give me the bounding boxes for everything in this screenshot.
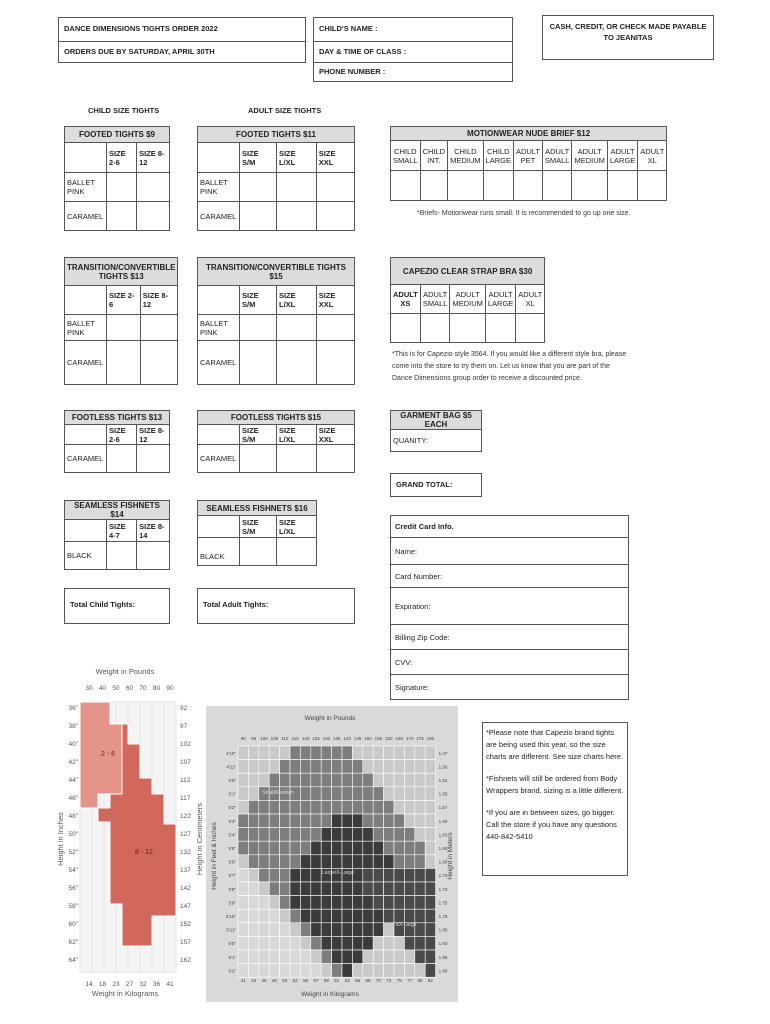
- qty-cell[interactable]: [516, 314, 545, 343]
- note-capezio: *Please note that Capezio brand tights are being used this year, so the size charts are different. See size charts here.: [486, 728, 624, 761]
- table-title: SEAMLESS FISHNETS $16: [198, 501, 317, 516]
- lbs-tick: 90: [166, 685, 174, 692]
- size-col: SIZE 8-12: [137, 143, 170, 173]
- qty-cell[interactable]: [107, 202, 137, 231]
- qty-cell[interactable]: [420, 314, 450, 343]
- height-tick: 5'3": [228, 818, 236, 824]
- color-label: BALLET PINK: [198, 173, 240, 202]
- meter-tick: 1.78: [438, 914, 448, 919]
- table-title: MOTIONWEAR NUDE BRIEF $12: [391, 127, 667, 141]
- lbs-tick: 95: [251, 736, 257, 741]
- size-col: ADULT SMALL: [542, 141, 572, 171]
- inch-tick: 48": [68, 813, 78, 820]
- fishnet-child-table: [64, 500, 170, 570]
- height-tick: 5'7": [228, 873, 236, 879]
- inch-tick: 50": [68, 831, 78, 838]
- height-tick: 4'11": [226, 764, 236, 770]
- qty-cell[interactable]: [316, 173, 354, 202]
- qty-cell[interactable]: [140, 315, 178, 341]
- lbs-tick: 140: [343, 736, 351, 741]
- cm-tick: 112: [180, 777, 191, 784]
- lbs-tick: 180: [426, 736, 435, 741]
- kg-tick: 55: [303, 978, 309, 983]
- color-label: CARAMEL: [198, 341, 240, 385]
- meter-tick: 1.60: [438, 818, 448, 824]
- qty-cell[interactable]: [420, 171, 448, 201]
- child-size-heading: CHILD SIZE TIGHTS: [88, 106, 160, 115]
- lbs-tick: 110: [281, 736, 289, 741]
- cm-tick: 92: [180, 705, 188, 712]
- height-tick: 6'0": [228, 941, 236, 947]
- size-col: SIZE S/M: [240, 286, 277, 315]
- cc-name-field[interactable]: Name:: [390, 537, 629, 565]
- adult-size-heading: ADULT SIZE TIGHTS: [248, 106, 322, 115]
- footed-child-table: [64, 126, 170, 231]
- cc-cvv-field[interactable]: CVV:: [390, 649, 629, 675]
- chart1-left-label: Height in Inches: [56, 812, 65, 866]
- meter-tick: 1.73: [438, 886, 448, 892]
- table-title: GARMENT BAG $5 EACH: [391, 411, 482, 430]
- qty-cell[interactable]: [240, 202, 277, 231]
- height-tick: 5'2": [228, 805, 236, 811]
- qty-cell[interactable]: [316, 341, 354, 385]
- lbs-tick: 130: [322, 736, 331, 741]
- kg-tick: 57: [313, 978, 319, 983]
- lbs-tick: 80: [152, 685, 161, 692]
- kg-tick: 63: [344, 978, 350, 983]
- lbs-tick: 165: [395, 736, 403, 741]
- credit-card-heading: Credit Card Info.: [390, 515, 629, 538]
- height-tick: 5'9": [228, 900, 236, 906]
- lbs-tick: 145: [353, 736, 362, 741]
- color-label: BLACK: [65, 542, 107, 570]
- zone-label-2-6: 2 - 6: [100, 751, 116, 758]
- lbs-tick: 160: [385, 736, 393, 741]
- height-tick: 5'4": [228, 832, 236, 838]
- total-child-field[interactable]: Total Child Tights:: [64, 588, 170, 624]
- table-title: CAPEZIO CLEAR STRAP BRA $30: [391, 258, 545, 285]
- kg-tick: 73: [386, 978, 392, 983]
- qty-cell[interactable]: [485, 314, 515, 343]
- qty-cell[interactable]: [107, 315, 141, 341]
- qty-cell[interactable]: [276, 315, 316, 341]
- kg-tick: 36: [152, 981, 161, 988]
- inch-tick: 36": [68, 705, 78, 712]
- note-fishnets: *Fishnets will still be ordered from Body Wrappers brand, sizing is a little different.: [486, 774, 624, 795]
- lbs-tick: 115: [291, 736, 299, 741]
- class-time-field[interactable]: DAY & TIME OF CLASS :: [313, 41, 513, 63]
- size-col: CHILD INT.: [420, 141, 448, 171]
- lbs-tick: 155: [374, 736, 383, 741]
- lbs-tick: 40: [98, 685, 107, 692]
- kg-tick: 43: [251, 978, 257, 983]
- meter-tick: 1.47: [438, 750, 448, 756]
- qty-cell[interactable]: [276, 202, 316, 231]
- chart1-right-label: Height in Centimeters: [195, 802, 204, 876]
- color-label: CARAMEL: [65, 341, 107, 385]
- qty-cell[interactable]: [483, 171, 513, 201]
- table-title: FOOTED TIGHTS $9: [65, 127, 170, 143]
- cm-tick: 107: [180, 759, 191, 766]
- chart2-right-label: Height in Meters: [447, 832, 454, 880]
- height-tick: 5'10": [226, 914, 236, 919]
- cc-number-field[interactable]: Card Number:: [390, 564, 629, 588]
- size-col: ADULT MEDIUM: [572, 141, 607, 171]
- kg-tick: 18: [98, 981, 107, 988]
- qty-cell[interactable]: [607, 171, 637, 201]
- kg-tick: 70: [375, 978, 381, 983]
- cm-tick: 157: [180, 939, 191, 946]
- fishnet-adult-table: [197, 500, 317, 566]
- child-size-chart: [56, 664, 204, 1000]
- bra-note: *This is for Capezio style 3564. If you would like a different style bra, please come into the store to try them on. Let us know that you are part of the Dance Dimensions group order to receive a discounted price.: [392, 351, 627, 382]
- size-col: CHILD LARGE: [483, 141, 513, 171]
- color-label: CARAMEL: [65, 202, 107, 231]
- cc-signature-field[interactable]: Signature:: [390, 674, 629, 700]
- color-label: CARAMEL: [198, 202, 240, 231]
- inch-tick: 56": [68, 885, 78, 892]
- kg-tick: 68: [365, 978, 371, 983]
- footed-adult-table: [197, 126, 355, 231]
- size-col: ADULT SMALL: [420, 285, 450, 314]
- inch-tick: 58": [68, 903, 78, 910]
- footless-adult-table: [197, 410, 355, 473]
- meter-tick: 1.57: [438, 805, 448, 811]
- table-title: FOOTLESS TIGHTS $13: [65, 411, 170, 425]
- size-col: SIZE L/XL: [276, 425, 316, 445]
- cm-tick: 122: [180, 813, 191, 820]
- height-tick: 5'11": [226, 927, 236, 933]
- kg-tick: 45: [261, 978, 267, 983]
- lbs-tick: 60: [125, 685, 134, 692]
- lbs-tick: 135: [333, 736, 341, 741]
- qty-cell[interactable]: [316, 445, 354, 473]
- lbs-tick: 30: [85, 685, 93, 692]
- kg-tick: 61: [334, 978, 340, 983]
- cm-tick: 117: [180, 795, 191, 802]
- grand-total-field[interactable]: GRAND TOTAL:: [390, 473, 482, 497]
- zone-xxlarge: XX-Large: [395, 922, 417, 928]
- size-col: ADULT PET: [513, 141, 542, 171]
- size-col: SIZE L/XL: [277, 516, 317, 538]
- kg-tick: 41: [166, 981, 174, 988]
- qty-cell[interactable]: [240, 445, 277, 473]
- cm-tick: 127: [180, 831, 191, 838]
- kg-tick: 14: [85, 981, 93, 988]
- qty-cell[interactable]: [137, 445, 170, 473]
- inch-tick: 64": [68, 957, 78, 964]
- lbs-tick: 170: [405, 736, 414, 741]
- qty-cell[interactable]: [137, 202, 170, 231]
- cm-tick: 147: [180, 903, 191, 910]
- meter-tick: 1.83: [438, 941, 448, 947]
- height-tick: 4'10": [226, 750, 236, 756]
- child-name-field[interactable]: CHILD'S NAME :: [313, 17, 513, 42]
- size-col: SIZE 8-14: [137, 520, 170, 542]
- inch-tick: 60": [68, 921, 78, 928]
- kg-tick: 75: [396, 978, 402, 983]
- garment-qty-field[interactable]: QUANITY:: [391, 430, 482, 452]
- qty-cell[interactable]: [572, 171, 607, 201]
- inch-tick: 62": [68, 939, 78, 946]
- kg-tick: 52: [292, 978, 298, 983]
- qty-cell[interactable]: [276, 445, 316, 473]
- notes-box: [482, 722, 628, 876]
- size-col: SIZE XXL: [316, 143, 354, 173]
- qty-cell[interactable]: [450, 314, 485, 343]
- kg-tick: 77: [407, 978, 413, 983]
- footless-child-table: [64, 410, 170, 473]
- cm-tick: 142: [180, 885, 191, 892]
- lbs-tick: 120: [301, 736, 310, 741]
- color-label: BALLET PINK: [198, 315, 240, 341]
- inch-tick: 46": [68, 795, 78, 802]
- kg-tick: 82: [427, 978, 433, 983]
- kg-tick: 48: [271, 978, 277, 983]
- qty-cell[interactable]: [240, 341, 277, 385]
- lbs-tick: 175: [416, 736, 424, 741]
- size-col: SIZE 2-6: [107, 143, 137, 173]
- meter-tick: 1.52: [438, 778, 448, 783]
- lbs-tick: 150: [364, 736, 372, 741]
- qty-cell[interactable]: [107, 173, 137, 202]
- meter-tick: 1.50: [438, 764, 448, 770]
- phone-field[interactable]: PHONE NUMBER :: [313, 62, 513, 82]
- meter-tick: 1.55: [438, 791, 448, 797]
- height-tick: 5'8": [228, 886, 236, 892]
- height-tick: 5'0": [228, 778, 236, 783]
- table-title: FOOTLESS TIGHTS $15: [198, 411, 355, 425]
- qty-cell[interactable]: [391, 314, 421, 343]
- cc-expiration-field[interactable]: Expiration:: [390, 587, 629, 625]
- chart1-bottom-label: Weight in Kilograms: [91, 989, 159, 998]
- height-tick: 6'1": [228, 954, 236, 960]
- chart2-top-label: Weight in Pounds: [304, 715, 356, 722]
- kg-tick: 50: [282, 978, 288, 983]
- size-col: SIZE L/XL: [276, 286, 316, 315]
- meter-tick: 1.80: [438, 927, 448, 933]
- lbs-tick: 105: [270, 736, 279, 741]
- qty-cell[interactable]: [542, 171, 572, 201]
- cm-tick: 162: [180, 957, 191, 964]
- payable-box: CASH, CREDIT, OR CHECK MADE PAYABLE TO JEANITAS: [542, 15, 714, 60]
- qty-cell[interactable]: [140, 341, 178, 385]
- adult-size-chart: [206, 706, 458, 1002]
- kg-tick: 27: [125, 981, 134, 988]
- inch-tick: 42": [68, 759, 78, 766]
- height-tick: 5'5": [228, 846, 236, 851]
- size-col: ADULT XS: [391, 285, 421, 314]
- table-title: SEAMLESS FISHNETS $14: [65, 501, 170, 520]
- qty-cell[interactable]: [276, 173, 316, 202]
- cm-tick: 97: [180, 723, 188, 730]
- color-label: CARAMEL: [198, 445, 240, 473]
- size-col: SIZE S/M: [240, 516, 277, 538]
- qty-cell[interactable]: [391, 171, 421, 201]
- chart1-top-label: Weight in Pounds: [95, 667, 155, 676]
- size-col: SIZE 4-7: [107, 520, 137, 542]
- size-col: CHILD SMALL: [391, 141, 421, 171]
- cm-tick: 152: [180, 921, 191, 928]
- kg-tick: 80: [417, 978, 423, 983]
- lbs-tick: 125: [312, 736, 320, 741]
- qty-cell[interactable]: [448, 171, 483, 201]
- zone-large-xlarge: Large/X-Large: [322, 870, 354, 876]
- inch-tick: 54": [68, 867, 78, 874]
- color-label: CARAMEL: [65, 445, 107, 473]
- qty-cell[interactable]: [107, 542, 137, 570]
- zone-small-medium: Small/Medium: [262, 790, 294, 796]
- size-col: CHILD MEDIUM: [448, 141, 483, 171]
- qty-cell[interactable]: [240, 538, 277, 566]
- meter-tick: 1.75: [438, 900, 448, 906]
- lbs-tick: 50: [112, 685, 120, 692]
- lbs-tick: 70: [139, 685, 147, 692]
- qty-cell[interactable]: [137, 542, 170, 570]
- size-col: ADULT XL: [638, 141, 667, 171]
- kg-tick: 32: [139, 981, 147, 988]
- size-col: ADULT MEDIUM: [450, 285, 485, 314]
- color-label: BLACK: [198, 538, 240, 566]
- size-col: SIZE L/XL: [276, 143, 316, 173]
- meter-tick: 1.88: [438, 968, 448, 974]
- transition-adult-table: [197, 257, 355, 385]
- qty-cell[interactable]: [240, 315, 277, 341]
- kg-tick: 23: [112, 981, 120, 988]
- meter-tick: 1.85: [438, 954, 448, 960]
- kg-tick: 59: [323, 978, 329, 983]
- kg-tick: 66: [355, 978, 361, 983]
- zone-label-8-12: 8 - 12: [135, 849, 153, 856]
- meter-tick: 1.70: [438, 873, 448, 879]
- cm-tick: 137: [180, 867, 191, 874]
- qty-cell[interactable]: [638, 171, 667, 201]
- garment-bag-table: [390, 410, 482, 452]
- order-due-box: ORDERS DUE BY SATURDAY, APRIL 30TH: [58, 41, 306, 63]
- qty-cell[interactable]: [107, 445, 137, 473]
- color-label: BALLET PINK: [65, 315, 107, 341]
- size-col: SIZE 8-12: [137, 425, 170, 445]
- order-title-box: DANCE DIMENSIONS TIGHTS ORDER 2022: [58, 17, 306, 42]
- height-tick: 6'2": [228, 968, 236, 974]
- inch-tick: 40": [68, 741, 78, 748]
- qty-cell[interactable]: [240, 173, 277, 202]
- qty-cell[interactable]: [513, 171, 542, 201]
- meter-tick: 1.63: [438, 832, 448, 838]
- brief-table: [390, 126, 667, 201]
- height-tick: 5'6": [228, 859, 236, 865]
- qty-cell[interactable]: [276, 341, 316, 385]
- qty-cell[interactable]: [316, 202, 354, 231]
- inch-tick: 52": [68, 849, 78, 856]
- qty-cell[interactable]: [137, 173, 170, 202]
- qty-cell[interactable]: [107, 341, 141, 385]
- lbs-tick: 90: [240, 736, 246, 741]
- table-title: FOOTED TIGHTS $11: [198, 127, 355, 143]
- chart2-bottom-label: Weight in Kilograms: [301, 991, 359, 998]
- kg-tick: 41: [240, 978, 246, 983]
- inch-tick: 44": [68, 777, 78, 784]
- total-adult-field[interactable]: Total Adult Tights:: [197, 588, 355, 624]
- meter-tick: 1.65: [438, 846, 448, 851]
- size-col: ADULT LARGE: [607, 141, 637, 171]
- lbs-tick: 100: [260, 736, 268, 741]
- inch-tick: 38": [68, 723, 78, 730]
- size-col: SIZE XXL: [316, 286, 354, 315]
- chart2-left-label: Height in Feet & Inches: [211, 822, 218, 890]
- cc-zip-field[interactable]: Billing Zip Code:: [390, 624, 629, 650]
- height-tick: 5'1": [228, 791, 236, 797]
- size-col: SIZE 8-12: [140, 286, 178, 315]
- table-title: TRANSITION/CONVERTIBLE TIGHTS $13: [65, 258, 178, 286]
- qty-cell[interactable]: [316, 315, 354, 341]
- size-col: SIZE S/M: [240, 425, 277, 445]
- qty-cell[interactable]: [277, 538, 317, 566]
- size-col: SIZE XXL: [316, 425, 354, 445]
- size-col: SIZE 2-6: [107, 286, 141, 315]
- size-col: SIZE S/M: [240, 143, 277, 173]
- note-between-sizes: *If you are in between sizes, go bigger. Call the store if you have any questions 440-842-5410: [486, 808, 617, 841]
- meter-tick: 1.68: [438, 859, 448, 865]
- transition-child-table: [64, 257, 178, 385]
- cm-tick: 102: [180, 741, 191, 748]
- size-col: SIZE 2-6: [107, 425, 137, 445]
- cm-tick: 132: [180, 849, 191, 856]
- bra-table: [390, 257, 545, 343]
- size-col: ADULT XL: [516, 285, 545, 314]
- size-col: ADULT LARGE: [485, 285, 515, 314]
- color-label: BALLET PINK: [65, 173, 107, 202]
- brief-note: *Briefs- Motionwear runs small. It is recommended to go up one size.: [417, 210, 631, 217]
- table-title: TRANSITION/CONVERTIBLE TIGHTS $15: [198, 258, 355, 286]
